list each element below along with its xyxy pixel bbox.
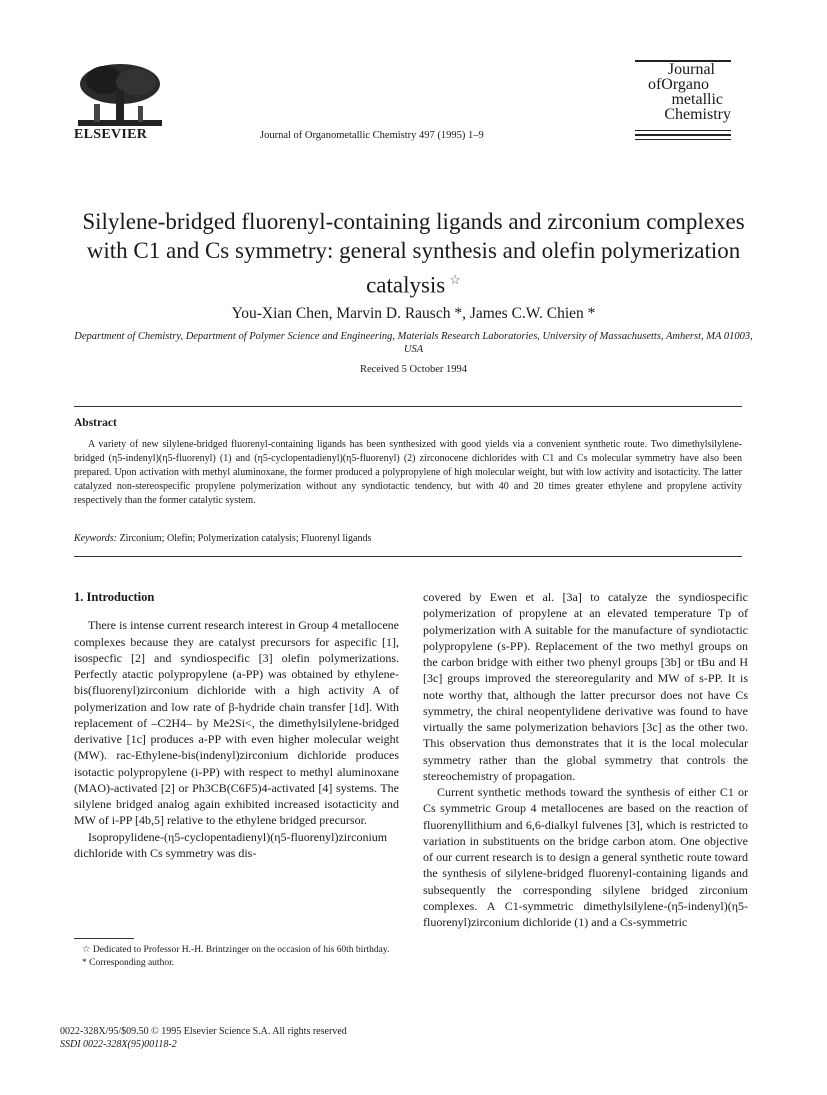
keywords-list: Zirconium; Olefin; Polymerization catalysis; Fluorenyl ligands [119,533,372,544]
journal-logo-line: metallic [671,91,723,108]
right-column [423,589,748,930]
author-affiliation: Department of Chemistry, Department of Polymer Science and Engineering, Materials Research Laboratories, University of Massachusetts, Amherst, MA 01003, USA [74,331,753,355]
copyright-block [60,1025,347,1051]
footnote-dedication: ☆ Dedicated to Professor H.-H. Brintzinger on the occasion of his 60th birthday. [82,945,390,955]
journal-logo-line: Chemistry [664,106,731,123]
publisher-name: ELSEVIER [74,127,148,142]
journal-logo-rule [635,134,731,136]
abstract-heading: Abstract [74,417,117,429]
journal-logo-rule [635,139,731,140]
body-paragraph: There is intense current research interest in Group 4 metallocene complexes because they are catalyst precursors for aspecific [1], isospecfic [2] and syndiospecific [3] olefin polymerizations. Perfectly atactic polypropylene (a-PP) was obtained by ethylene-bis(fluorenyl)zirconium dichloride with a high activity A of polymerization and low rate of β-hydride chain transfer [1d]. With replacement of –C2H4– by Me2Si<, the dimethylsilylene-bridged derivative [1c] produces a-PP with even higher molecular weight (MW). rac-Ethylene-bis(indenyl)zirconium dichloride produces isotactic polypropylene (i-PP) with respect to methyl aluminoxane (MAO)-activated [2] or Ph3CB(C6F5)4-activated [4] systems. The silylene bridged analog again exhibited increased isotacticity and MW of i-PP [4b,5] relative to the ethylene bridged precursor. [74,618,399,828]
section-heading: 1. Introduction [74,590,155,604]
abstract-text: A variety of new silylene-bridged fluorenyl-containing ligands has been synthesized with good yields via a convenient synthetic route. Two dimethylsilylene-bridged (η5-indenyl)(η5-fluorenyl) (1) and (η5-cyclopentadienyl)(η5-fluorenyl) (2) zirconocene dichlorides with C1 and Cs molecular symmetry have also been prepared. Upon activation with methyl aluminoxane, the former produced a polypropylene of high molecular weight, but with low activity and isotacticity. The latter catalyzed non-stereospecific propylene polymerization without any syndiotactic tendency, but with 40 and 20 times greater ethylene and propylene activity respectively than the former catalytic system. [74,439,742,506]
received-date: Received 5 October 1994 [359,364,467,375]
divider [74,406,742,407]
title-footnote-star: ☆ [449,272,461,287]
journal-citation: Journal of Organometallic Chemistry 497 (1995) 1–9 [260,130,484,141]
divider [74,556,742,557]
journal-logo [621,62,731,122]
keywords [74,533,742,544]
copyright-line: 0022-328X/95/$09.50 © 1995 Elsevier Science S.A. All rights reserved [60,1026,347,1037]
keywords-label: Keywords: [74,533,117,544]
body-paragraph: Current synthetic methods toward the synthesis of either C1 or Cs symmetric Group 4 metallocenes are based on the reaction of fluorenyllithium and 6,6-dialkyl fulvenes [3], which is restricted to variation in substituents on the bridge carbon atom. One objective of our current research is to design a general synthetic route toward the synthesis of silylene-bridged fluorenyl-containing ligands and subsequently the corresponding silylene bridged zirconium complexes. A C1-symmetric dimethylsilylene-(η5-indenyl)(η5-fluorenyl)zirconium dichloride (1) and a Cs-symmetric [423,785,748,929]
body-paragraph: Isopropylidene-(η5-cyclopentadienyl)(η5-fluorenyl)zirconium dichloride with Cs symmetry was dis- [74,829,388,860]
footnotes [74,944,404,970]
footnote-corresponding: * Corresponding author. [82,958,175,968]
journal-logo-line: Journal [667,61,715,78]
journal-logo-line: ofOrgano [647,76,709,93]
article-title-text: Silylene-bridged fluorenyl-containing ligands and zirconium complexes with C1 and Cs symmetry: general synthesis and olefin polymerization catalysis [82,209,745,298]
footnote-divider [74,938,134,939]
ssdi-line: SSDI 0022-328X(95)00118-2 [60,1039,177,1050]
body-paragraph: covered by Ewen et al. [3a] to catalyze the syndiospecific polymerization of propylene at an elevated temperature Tp of polymerization with A suitable for the manufacture of syndiotactic polypropylene (s-PP). Replacement of the two methyl groups on the carbon bridge with either two phenyl groups [3b] or tBu and H [3c] groups improved the stereoregularity and MW of s-PP. It is note worthy that, although the latter precursor does not have Cs symmetry, the chiral neopentylidene derivative was found to have virtually the same polymerization behaviors [3c] as the other two. This observation thus demonstrates that it is the local molecular symmetry rather than the global symmetry that controls the stereochemistry of propagation. [423,590,748,783]
left-column [74,589,399,861]
journal-logo-rule [635,130,731,131]
article-title [60,207,767,300]
article-authors: You-Xian Chen, Marvin D. Rausch *, James C.W. Chien * [231,305,596,322]
elsevier-tree-logo [74,60,166,132]
